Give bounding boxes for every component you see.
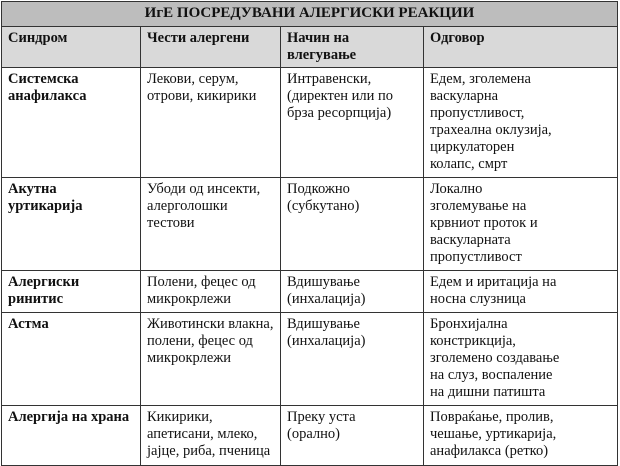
cell-line: брза ресорпција)	[287, 105, 392, 121]
cell-line: Интравенски,	[287, 71, 372, 87]
cell-line: (инхалација)	[287, 291, 366, 307]
document-page	[1, 1, 618, 466]
cell-line: Астма	[8, 316, 49, 332]
cell-line: апетисани, млеко,	[147, 426, 258, 442]
cell-line: Полени, фецес од	[147, 274, 256, 290]
cell-line: Вдишување	[287, 274, 360, 290]
cell-response	[424, 271, 618, 313]
cell-allergens	[141, 313, 281, 406]
cell-line: Едем и иритација на	[430, 274, 557, 290]
cell-line: микрокрлежи	[147, 350, 232, 366]
cell-line: микрокрлежи	[147, 291, 232, 307]
cell-syndrome	[2, 313, 141, 406]
cell-line: констрикција,	[430, 333, 516, 349]
cell-line: трахеална оклузија,	[430, 122, 552, 138]
cell-route	[281, 406, 424, 466]
cell-allergens	[141, 178, 281, 271]
cell-line: чешање, уртикарија,	[430, 426, 557, 442]
cell-line: пропустливост	[430, 249, 522, 265]
cell-line: Системска	[8, 71, 79, 87]
cell-line: крвниот проток и	[430, 215, 538, 231]
cell-line: колапс, смрт	[430, 156, 508, 172]
cell-line: зголемено создавање	[430, 350, 560, 366]
cell-route	[281, 68, 424, 178]
cell-line: Алергиски ринитис	[8, 274, 80, 307]
cell-line: анафилакса (ретко)	[430, 443, 549, 459]
table-row	[2, 406, 618, 466]
cell-line: на дишни патишта	[430, 384, 546, 400]
table-row	[2, 178, 618, 271]
cell-line: алерголошки	[147, 198, 228, 214]
cell-response	[424, 313, 618, 406]
cell-line: пропустливост,	[430, 105, 525, 121]
cell-line: носна слузница	[430, 291, 526, 307]
cell-line: тестови	[147, 215, 195, 231]
cell-line: Повраќање, пролив,	[430, 409, 554, 425]
cell-syndrome	[2, 178, 141, 271]
cell-route	[281, 313, 424, 406]
cell-line: Алергија на храна	[8, 409, 130, 425]
cell-line: Бронхијална	[430, 316, 508, 332]
cell-line: на слуз, воспаление	[430, 367, 553, 383]
cell-line: Акутна уртикарија	[8, 181, 83, 214]
cell-line: Вдишување	[287, 316, 360, 332]
cell-route	[281, 271, 424, 313]
cell-response	[424, 178, 618, 271]
table-header-row	[2, 27, 618, 68]
cell-line: зголемување на	[430, 198, 527, 214]
cell-line: отрови, кикирики	[147, 88, 257, 104]
allergic-reactions-table	[1, 1, 618, 466]
cell-line: (субкутано)	[287, 198, 360, 214]
cell-line: Локално	[430, 181, 483, 197]
header-response: Одговор	[424, 27, 618, 68]
cell-line: (инхалација)	[287, 333, 366, 349]
cell-line: јајце, риба, пченица	[147, 443, 271, 459]
cell-allergens	[141, 68, 281, 178]
cell-allergens	[141, 406, 281, 466]
cell-syndrome	[2, 271, 141, 313]
cell-line: Животински влакна,	[147, 316, 274, 332]
cell-line: Подкожно	[287, 181, 350, 197]
table-row	[2, 271, 618, 313]
table-title: ИгЕ ПОСРЕДУВАНИ АЛЕРГИСКИ РЕАКЦИИ	[2, 2, 618, 27]
cell-line: полени, фецес од	[147, 333, 253, 349]
header-allergens: Чести алергени	[141, 27, 281, 68]
cell-line: васкуларна	[430, 88, 499, 104]
cell-line: Преку уста	[287, 409, 356, 425]
cell-line: Кикирики,	[147, 409, 213, 425]
cell-syndrome	[2, 406, 141, 466]
header-syndrome: Синдром	[2, 27, 141, 68]
cell-line: Убоди од инсекти,	[147, 181, 261, 197]
cell-line: (орално)	[287, 426, 340, 442]
header-route: Начин на влегување	[281, 27, 424, 68]
cell-route	[281, 178, 424, 271]
cell-line: Едем, зголемена	[430, 71, 531, 87]
cell-response	[424, 406, 618, 466]
cell-line: циркулаторен	[430, 139, 515, 155]
cell-line: анафилакса	[8, 88, 87, 104]
cell-allergens	[141, 271, 281, 313]
table-row	[2, 68, 618, 178]
cell-syndrome	[2, 68, 141, 178]
table-row	[2, 313, 618, 406]
cell-response	[424, 68, 618, 178]
cell-line: Лекови, серум,	[147, 71, 239, 87]
cell-line: (директен или по	[287, 88, 394, 104]
cell-line: васкуларната	[430, 232, 511, 248]
